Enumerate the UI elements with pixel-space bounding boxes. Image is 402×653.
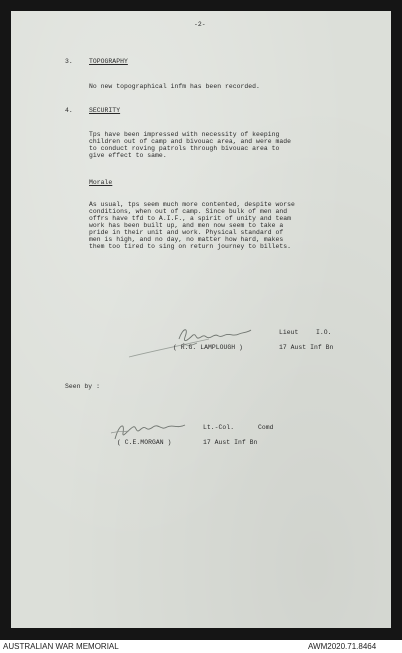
morale-line: men is high, and no day, no matter how hard, makes bbox=[89, 236, 284, 243]
morale-line: As usual, tps seem much more contented, despite worse bbox=[89, 201, 295, 208]
morale-line: conditions, when out of camp. Since bulk of men and bbox=[89, 208, 288, 215]
signature-lamplough bbox=[123, 321, 263, 361]
section-4-line: children out of camp and bivouac area, and were made bbox=[89, 138, 292, 145]
morale-line: offrs have tfd to A.I.F., a spirit of unity and team bbox=[89, 215, 292, 222]
section-3-title: TOPOGRAPHY bbox=[89, 58, 128, 65]
section-4-title: SECURITY bbox=[89, 107, 121, 114]
footer-institution: AUSTRALIAN WAR MEMORIAL bbox=[3, 642, 119, 651]
morale-line: work has been built up, and men now seem to take a bbox=[89, 222, 284, 229]
footer-reference: AWM2020.71.8464 bbox=[308, 642, 377, 651]
section-4-line: Tps have been impressed with necessity of keeping bbox=[89, 131, 280, 138]
morale-line: them too tired to sing on return journey to billets. bbox=[89, 243, 292, 250]
signatory-1-unit: 17 Aust Inf Bn bbox=[279, 344, 334, 351]
seen-by-label: Seen by : bbox=[65, 383, 100, 390]
signatory-2-unit: 17 Aust Inf Bn bbox=[203, 439, 258, 446]
signatory-1-role: I.O. bbox=[316, 329, 332, 336]
signatory-2-rank: Lt.-Col. bbox=[203, 424, 235, 431]
signatory-2-role: Comd bbox=[258, 424, 274, 431]
signatory-2-name: ( C.E.MORGAN ) bbox=[117, 439, 172, 446]
page-number: -2- bbox=[194, 21, 206, 28]
signatory-1-name: ( R.G. LAMPLOUGH ) bbox=[173, 344, 243, 351]
section-4-line: give effect to same. bbox=[89, 152, 167, 159]
morale-line: pride in their unit and work. Physical standard of bbox=[89, 229, 284, 236]
section-4-line: to conduct roving patrols through bivouac area to bbox=[89, 145, 280, 152]
document-page bbox=[11, 11, 391, 628]
section-3-number: 3. bbox=[65, 58, 73, 65]
section-3-body: No new topographical infm has been recorded. bbox=[89, 83, 260, 90]
section-4-number: 4. bbox=[65, 107, 73, 114]
signatory-1-rank: Lieut bbox=[279, 329, 299, 336]
morale-title: Morale bbox=[89, 179, 113, 186]
